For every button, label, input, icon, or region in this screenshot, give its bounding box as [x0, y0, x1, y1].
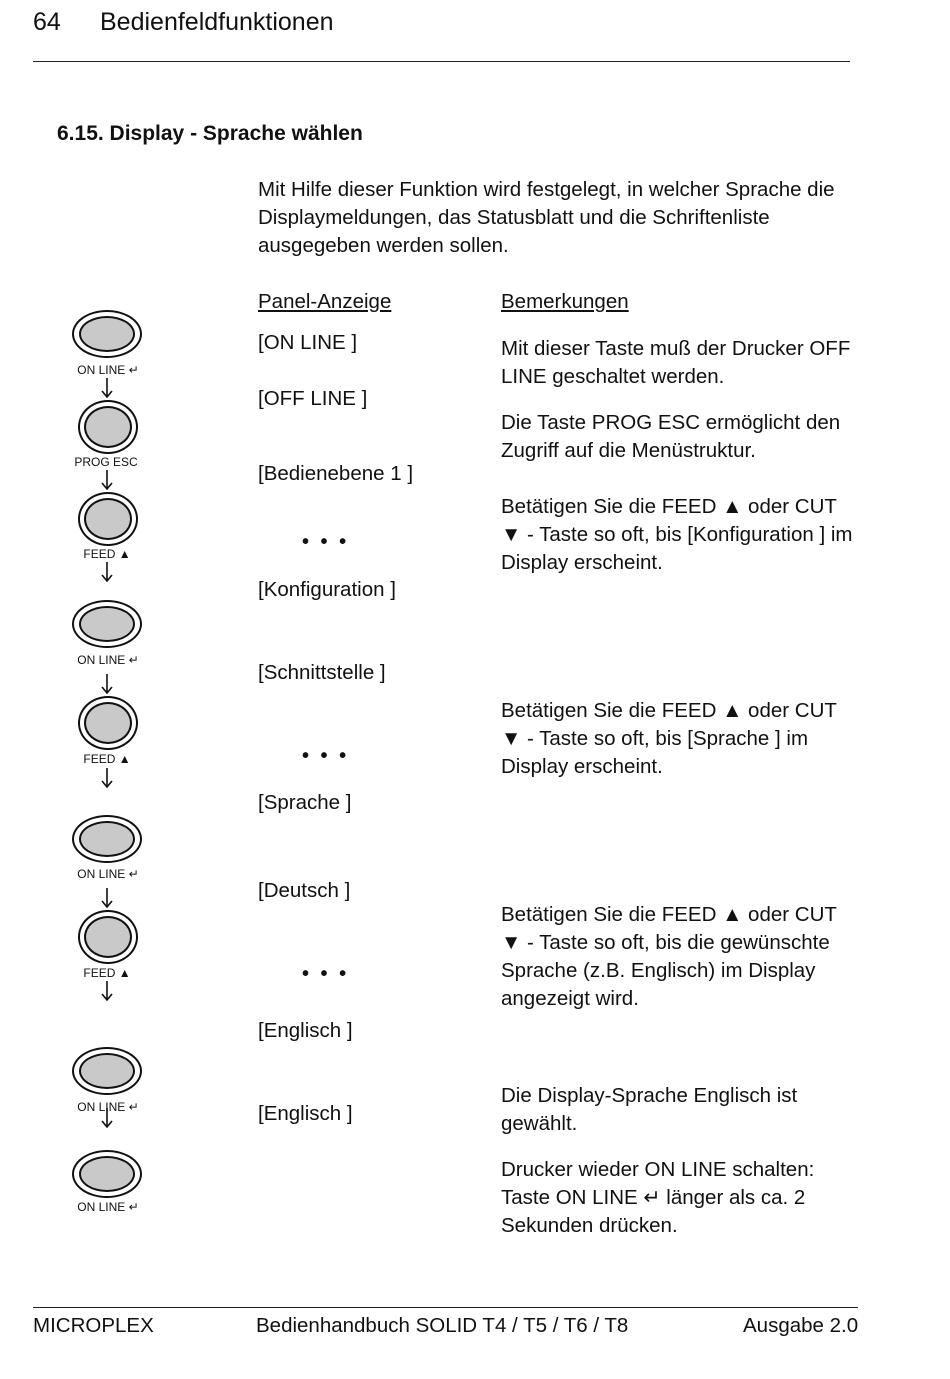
- key-label: PROG ESC: [74, 455, 138, 469]
- feed-key-icon: [78, 492, 138, 546]
- remark-feed-sprache: Betätigen Sie die FEED ▲ oder CUT ▼ - Taste so oft, bis [Sprache ] im Display erscheint.: [501, 699, 837, 778]
- arrow-down-icon: [101, 674, 113, 694]
- remark-offline: Mit dieser Taste muß der Drucker OFF LINE geschaltet werden.: [501, 337, 851, 388]
- online-key-icon: [72, 1150, 142, 1198]
- arrow-down-icon: [101, 378, 113, 398]
- prog-esc-key-icon: [78, 400, 138, 454]
- panel-entry-konfiguration: [Konfiguration ]: [258, 578, 396, 601]
- ellipsis: • • •: [302, 745, 350, 767]
- key-label: ON LINE ↵: [77, 867, 139, 881]
- ellipsis: • • •: [302, 963, 350, 985]
- arrow-down-icon: [101, 981, 113, 1001]
- page-header-title: Bedienfeldfunktionen: [100, 8, 334, 36]
- header-divider: [33, 61, 850, 62]
- arrow-down-icon: [101, 888, 113, 908]
- section-title: 6.15. Display - Sprache wählen: [57, 122, 363, 145]
- key-label: FEED ▲: [83, 752, 131, 766]
- panel-entry-englisch-selected: [Englisch ]: [258, 1102, 353, 1125]
- key-label: ON LINE ↵: [77, 363, 139, 377]
- footer-brand: MICROPLEX: [33, 1314, 154, 1337]
- remark-prog-esc: Die Taste PROG ESC ermöglicht den Zugriff auf die Menüstruktur.: [501, 411, 841, 462]
- arrow-down-icon: [101, 768, 113, 788]
- intro-paragraph: Mit Hilfe dieser Funktion wird festgelegt, in welcher Sprache die Displaymeldungen, das Statusblatt und die Schriftenliste ausgegeben werden sollen.: [258, 178, 835, 257]
- online-key-icon: [72, 1047, 142, 1095]
- remark-feed-konfiguration: Betätigen Sie die FEED ▲ oder CUT ▼ - Taste so oft, bis [Konfiguration ] im Display erscheint.: [501, 495, 853, 574]
- footer-manual-title: Bedienhandbuch SOLID T4 / T5 / T6 / T8: [256, 1314, 629, 1337]
- remark-back-online: Drucker wieder ON LINE schalten: Taste ON LINE ↵ länger als ca. 2 Sekunden drücken.: [501, 1158, 815, 1237]
- feed-key-icon: [78, 696, 138, 750]
- ellipsis: • • •: [302, 531, 350, 553]
- key-label: ON LINE ↵: [77, 1200, 139, 1214]
- page-number: 64: [33, 8, 61, 36]
- key-label: FEED ▲: [83, 966, 131, 980]
- panel-entry-online: [ON LINE ]: [258, 331, 358, 354]
- remark-feed-language: Betätigen Sie die FEED ▲ oder CUT ▼ - Taste so oft, bis die gewünschte Sprache (z.B. Englisch) im Display angezeigt wird.: [501, 903, 837, 1010]
- panel-entry-deutsch: [Deutsch ]: [258, 879, 351, 902]
- panel-entry-schnittstelle: [Schnittstelle ]: [258, 661, 386, 684]
- panel-entry-sprache: [Sprache ]: [258, 791, 352, 814]
- online-key-icon: [72, 815, 142, 863]
- footer-edition: Ausgabe 2.0: [743, 1314, 859, 1337]
- feed-key-icon: [78, 910, 138, 964]
- footer-divider: [33, 1307, 858, 1308]
- remark-language-selected: Die Display-Sprache Englisch ist gewählt.: [501, 1084, 798, 1135]
- panel-entry-offline: [OFF LINE ]: [258, 387, 368, 410]
- panel-column-heading: Panel-Anzeige: [258, 290, 392, 313]
- online-key-icon: [72, 600, 142, 648]
- key-label: ON LINE ↵: [77, 1100, 139, 1114]
- panel-entry-englisch: [Englisch ]: [258, 1019, 353, 1042]
- arrow-down-icon: [101, 470, 113, 490]
- arrow-down-icon: [101, 1108, 113, 1128]
- key-label: FEED ▲: [83, 547, 131, 561]
- remarks-column-heading: Bemerkungen: [501, 290, 629, 313]
- key-label: ON LINE ↵: [77, 653, 139, 667]
- online-key-icon: [72, 310, 142, 358]
- arrow-down-icon: [101, 562, 113, 582]
- panel-entry-bedienebene: [Bedienebene 1 ]: [258, 462, 414, 485]
